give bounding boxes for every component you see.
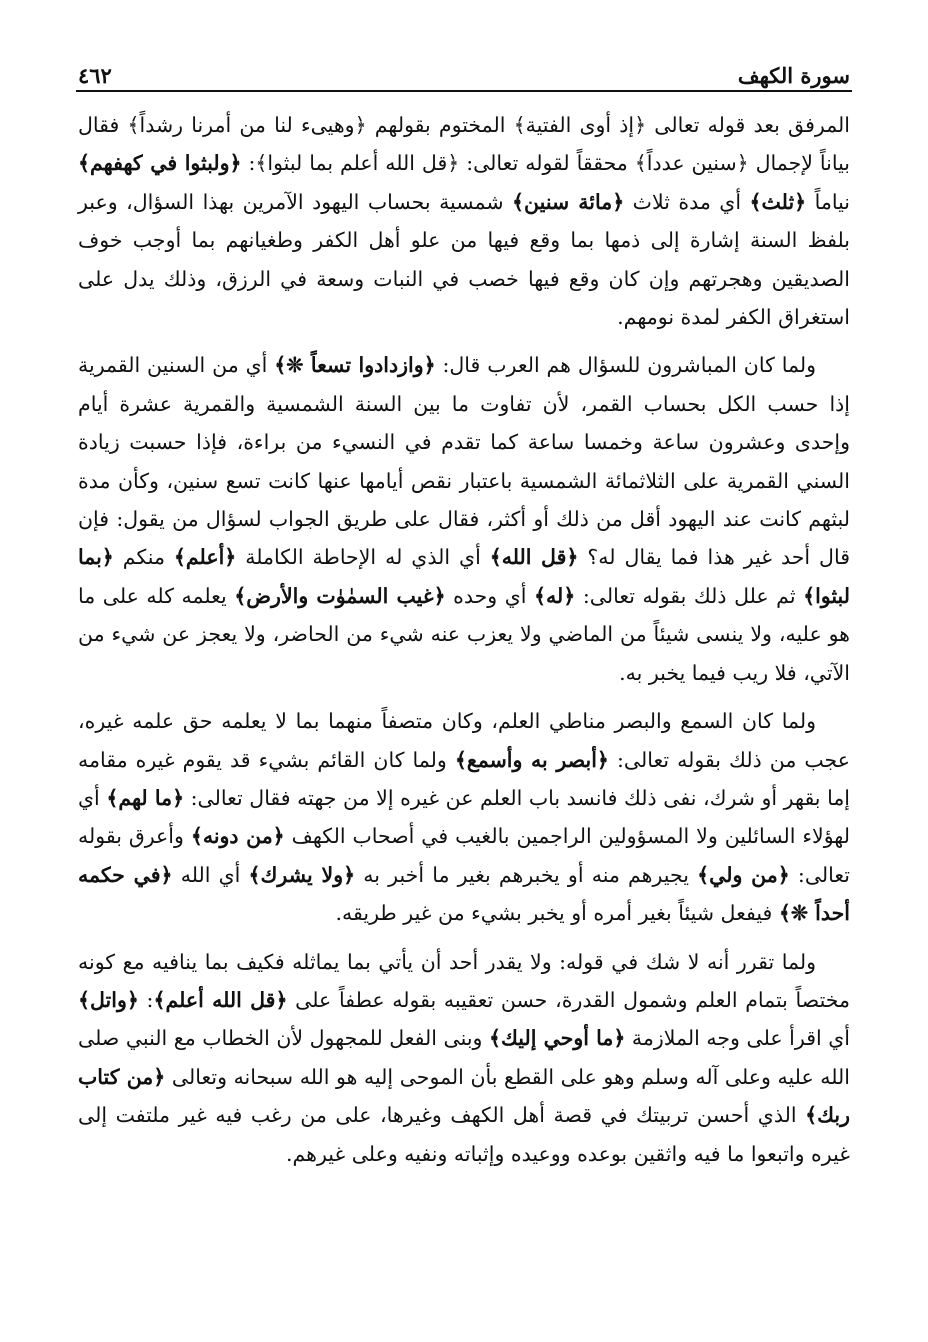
commentary-text: يعلمه كله على ما هو عليه، ولا ينسى شيئاً من الماضي ولا يعزب عنه شيء من الحاضر، ولا يعجز عن شيء من الآتي، فلا ريب فيما يخبر به. [78, 583, 850, 685]
quran-quote: ﴿ولا يشرك﴾ [248, 862, 356, 887]
commentary-text: أي من السنين القمرية إذا حسب الكل بحساب القمر، لأن تفاوت ما بين السنة الشمسية والقمرية عشرة أيام وإحدى وعشرون ساعة وخمسا ساعة كما تقدم في النسيء من براءة، فإذا حسبت زيادة السني القمرية على الثلاثمائة الشمسية باعتبار نقص أيامها عنها كانت تسع سنين، وكأن مدة لبثهم كانت عند اليهود أقل من ذلك أو أكثر، فقال على طريق الجواب لسؤال من يقول: فإن قال أحد غير هذا فما يقال له؟ [78, 353, 850, 570]
quran-quote: ﴿من كتاب ربك﴾ [78, 1064, 850, 1128]
quran-quote: ﴿قل الله﴾ [489, 545, 579, 570]
header-rule [76, 90, 852, 92]
commentary-text: شمسية بحساب اليهود الآمرين بهذا السؤال، وعبر بلفظ السنة إشارة إلى ذمها بما وقع فيها من علو أهل الكفر وطغيانهم بما أوجب خوف الصديقين وهجرتهم وإن كان وقع فيها خصب في النبات وسعة في الرزق، وذلك يدل على استغراق الكفر لمدة نومهم. [78, 189, 850, 330]
commentary-text: يجيرهم منه أو يخبرهم بغير ما أخبر به [355, 862, 698, 887]
commentary-text: نياماً [806, 189, 850, 214]
quran-quote: ﴿وازدادوا تسعاً ❊﴾ [274, 353, 436, 378]
quran-quote: ﴿أعلم﴾ [173, 545, 237, 570]
quran-quote: ﴿ثلث﴾ [749, 189, 807, 214]
commentary-text: الذي أحسن تربيتك في قصة أهل الكهف وغيرها، على من رغب فيه غير ملتفت إلى غيره واتبعوا ما فيه واثقين بوعده ووعيده وإثباته ونفيه وعلى غيرهم. [78, 1103, 850, 1166]
quran-quote: ﴿له﴾ [534, 583, 576, 608]
quran-quote: ﴿أبصر به وأسمع﴾ [454, 747, 609, 772]
commentary-text: ولما تقرر أنه لا شك في قوله: ولا يقدر أحد أن يأتي بما يماثله فكيف بما ينافيه مع كونه مختصاً بتمام العلم وشمول القدرة، حسن تعقيبه بقوله عطفاً على [78, 949, 850, 1012]
quran-quote: ﴿مائة سنين﴾ [512, 189, 625, 214]
commentary-text: فيفعل شيئاً بغير أمره أو يخبر بشيء من غير طريقه. [335, 901, 779, 926]
quran-quote: ﴿بما لبثوا﴾ [78, 545, 850, 608]
page-header [78, 56, 850, 88]
surah-title: سورة الكهف [737, 63, 850, 88]
quran-quote: ﴿ما أوحي إليك﴾ [489, 1026, 626, 1051]
paragraph [78, 702, 850, 932]
commentary-text: أي اقرأ على وجه الملازمة [625, 1026, 850, 1051]
paragraph [78, 106, 850, 336]
commentary-text: ثم علل ذلك بقوله تعالى: [575, 583, 804, 608]
quran-quote: ﴿ولبثوا في كهفهم﴾ [78, 151, 242, 176]
page-body [78, 106, 850, 1183]
commentary-text: المرفق بعد قوله تعالى ﴿إذ أوى الفتية﴾ المختوم بقولهم ﴿وهيىء لنا من أمرنا رشداً﴾ فقال بياناً لإجمال ﴿سنين عدداً﴾ محققاً لقوله تعالى: ﴿قل الله أعلم بما لبثوا﴾: [78, 113, 850, 176]
commentary-text: ولما كان القائم بشيء قد يقوم غيره مقامه إما بقهر أو شرك، نفى ذلك فانسد باب العلم عن غيره إلا من جهته فقال تعالى: [78, 747, 851, 810]
commentary-text: أي لهؤلاء السائلين ولا المسؤولين الراجمين بالغيب في أصحاب الكهف [78, 785, 850, 849]
commentary-text: أي الله [172, 862, 249, 887]
commentary-text: وأعرق بقوله تعالى: [78, 824, 850, 887]
quran-quote: ﴿واتل﴾ [78, 987, 139, 1012]
commentary-text: منكم [113, 545, 174, 570]
quran-quote: ﴿من دونه﴾ [190, 824, 285, 849]
commentary-text: : [138, 987, 154, 1012]
commentary-text: ولما كان السمع والبصر مناطي العلم، وكان متصفاً منهما بما لا يعلمه حق علمه غيره، عجب من ذلك بقوله تعالى: [78, 709, 850, 772]
quran-quote: ﴿في حكمه أحداً ❊﴾ [78, 862, 850, 926]
commentary-text: ولما كان المباشرون للسؤال هم العرب قال: [435, 353, 816, 378]
quran-quote: ﴿غيب السمٰوٰت والأرض﴾ [234, 583, 446, 608]
paragraph [78, 346, 850, 692]
paragraph [78, 943, 850, 1173]
commentary-text: أي مدة ثلاث [624, 189, 750, 214]
quran-quote: ﴿ما لهم﴾ [106, 785, 185, 810]
commentary-text: أي وحده [445, 583, 535, 608]
quran-quote: ﴿قل الله أعلم﴾ [153, 987, 288, 1012]
quran-quote: ﴿من ولي﴾ [697, 862, 790, 887]
commentary-text: أي الذي له الإحاطة الكاملة [236, 545, 490, 570]
commentary-text: وبنى الفعل للمجهول لأن الخطاب مع النبي صلى الله عليه وعلى آله وسلم وهو على القطع بأن الموحى إليه هو الله سبحانه وتعالى [78, 1026, 851, 1089]
page-number: ٤٦٢ [78, 63, 112, 88]
